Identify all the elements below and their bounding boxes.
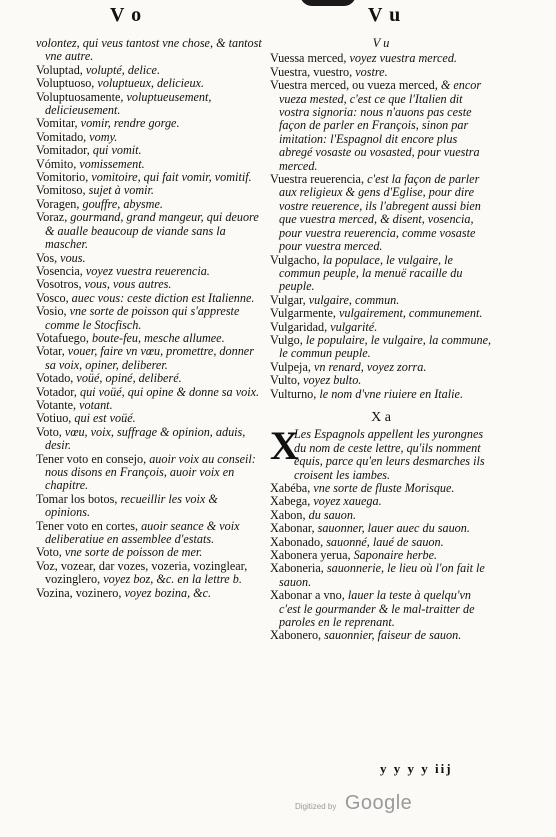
dictionary-entry (36, 345, 264, 372)
dictionary-entry (36, 64, 264, 77)
dictionary-entry (270, 334, 492, 361)
xa-intro (270, 423, 492, 482)
signature-mark: y y y y iij (380, 761, 453, 776)
entry-definition: sauonné, laué de sauon. (326, 534, 444, 549)
dictionary-entry (36, 91, 264, 118)
entry-headword: Vulturno, (270, 386, 317, 401)
dictionary-entry (36, 546, 264, 559)
entry-definition: qui vomit. (92, 143, 142, 158)
dictionary-entry (36, 184, 264, 197)
entry-headword: Votar, (36, 344, 65, 359)
entry-headword: Votiuo, (36, 411, 72, 426)
entry-definition: volupté, delice. (85, 62, 160, 77)
dictionary-entry (36, 386, 264, 399)
entry-headword: Tener voto en consejo, (36, 451, 147, 466)
dictionary-entry (270, 254, 492, 294)
entry-headword: Vomitador, (36, 143, 90, 158)
entry-definition: gourmand, grand mangeur, qui deuore & aualle beaucoup de viande sans la mascher. (45, 210, 259, 252)
entry-definition: vne sorte de fluste Morisque. (313, 481, 455, 495)
entry-definition: vous, vous autres. (84, 277, 172, 292)
entry-headword: Voluptuoso, (36, 76, 95, 91)
entry-definition: vomy. (89, 129, 118, 144)
dictionary-entry (36, 265, 264, 278)
dictionary-entry (270, 482, 492, 495)
entry-definition: voyez vuestra reuerencia. (85, 263, 210, 278)
entry-headword: Xabonera yerua, (270, 548, 351, 563)
right-column-subhead: V u (372, 36, 390, 50)
dictionary-entry (270, 321, 492, 334)
dictionary-entry (36, 278, 264, 291)
entry-definition: vne sorte de poisson de mer. (64, 545, 203, 560)
entry-definition: vulgairement, communement. (338, 306, 483, 321)
entry-headword: Votador, (36, 384, 77, 399)
entry-headword: Vuessa merced, (270, 51, 347, 66)
entry-definition: voyez vuestra merced. (349, 51, 457, 66)
dictionary-entry (270, 374, 492, 387)
watermark-brand: Google (344, 792, 413, 814)
entry-definition: vomir, rendre gorge. (80, 116, 180, 131)
dictionary-entry (36, 493, 264, 520)
xa-section-title: X a (371, 409, 391, 425)
dictionary-entry (36, 587, 264, 600)
entry-headword: Vulgarmente, (270, 306, 336, 321)
entry-definition: sauonnier, faiseur de sauon. (324, 628, 462, 643)
entry-headword: Xabonero, (270, 628, 322, 643)
entry-headword: Vulto, (270, 373, 301, 388)
entry-definition: recueillir les voix & opinions. (45, 491, 218, 520)
entry-headword: Vuestra, vuestro, (270, 64, 353, 79)
dictionary-entry (36, 292, 264, 305)
entry-headword: Vomitar, (36, 116, 78, 131)
entry-definition: vous. (60, 250, 86, 265)
entry-headword: Votante, (36, 397, 77, 412)
entry-headword: Voluptuosamente, (36, 89, 124, 104)
entry-headword: Xaboneria, (270, 561, 324, 576)
dictionary-entry (36, 77, 264, 90)
entry-headword: Voto, (36, 545, 62, 560)
watermark-prefix: Digitized by (295, 802, 337, 811)
entry-headword: Vosencia, (36, 263, 83, 278)
dictionary-entry (270, 307, 492, 320)
entry-definition: & encor vueza mested, c'est ce que l'Italien dit vostra signoria: nous n'auons pas ceste façon de parler en François, sinon par imitation: l'Espagnol dit encore plus abregé vosaste ou vosasted, pour vuestra merced. (279, 78, 482, 173)
entry-headword: Vuestra reuerencia, (270, 172, 365, 187)
right-column (270, 37, 492, 643)
dictionary-entry (270, 173, 492, 253)
entry-headword: Xabega, (270, 494, 311, 509)
dictionary-entry (270, 562, 492, 589)
right-entries (270, 52, 492, 401)
entry-headword: Voragen, (36, 196, 80, 211)
entry-definition: sauonnerie, le lieu où l'on fait le sauon. (279, 561, 485, 589)
dictionary-entry (36, 453, 264, 493)
entry-definition: vostre. (355, 64, 388, 79)
entry-definition: auec vous: ceste diction est Italienne. (71, 290, 255, 305)
entry-definition: la populace, le vulgaire, le commun peuple, la menuë racaille du peuple. (279, 252, 463, 294)
dictionary-entry (36, 131, 264, 144)
dictionary-entry (270, 388, 492, 401)
dictionary-entry (36, 372, 264, 385)
entry-definition: lauer la teste à quelqu'vn c'est le gourmander & le mal-traitter de paroles en le reprenant. (279, 588, 475, 630)
dictionary-entry (270, 495, 492, 508)
dictionary-entry (36, 412, 264, 425)
entry-headword: Voluptad, (36, 62, 83, 77)
dictionary-entry (270, 294, 492, 307)
entry-headword: Vozina, vozinero, (36, 585, 122, 600)
entry-headword: Xabonado, (270, 534, 324, 549)
entry-definition: sauonner, lauer auec du sauon. (317, 521, 470, 536)
xa-intro-text: Les Espagnols appellent les yurongnes du nom de ceste lettre, qu'ils nomment equis, parce qu'en leurs desmarches ils croisent les iambes. (294, 427, 485, 482)
entry-definition: qui voüé, qui opine & donne sa voix. (79, 384, 260, 399)
entry-definition: qui est voüé. (74, 411, 136, 426)
dictionary-entry (36, 560, 264, 587)
entry-headword: Vos, (36, 250, 58, 265)
entry-headword: Vomitorio, (36, 170, 89, 185)
entry-definition: vn renard, voyez zorra. (313, 359, 427, 374)
entry-definition: le populaire, le vulgaire, la commune, le commun peuple. (279, 332, 492, 361)
entry-headword: Vomitado, (36, 129, 87, 144)
entry-headword: Vulgar, (270, 292, 306, 307)
entry-headword: Tener voto en cortes, (36, 518, 139, 533)
entry-headword: Vosio, (36, 304, 67, 319)
entry-headword: Xabonar, (270, 521, 315, 536)
entry-definition: voyez bozina, &c. (124, 585, 212, 600)
entry-headword: Vómito, (36, 156, 77, 171)
entry-definition: voüé, opiné, deliberé. (76, 371, 182, 386)
running-head-left: V o (110, 4, 143, 26)
entry-headword: Tomar los botos, (36, 491, 118, 506)
entry-headword: Xabon, (270, 507, 306, 522)
dictionary-entry (270, 509, 492, 522)
entry-definition: auoir voix au conseil: nous disons en François, auoir voix en chapitre. (45, 451, 256, 493)
entry-definition: le nom d'vne riuiere en Italie. (319, 386, 463, 401)
page-edge-ornament (300, 0, 356, 6)
dictionary-entry (270, 629, 492, 642)
dropcap-letter: X (270, 423, 299, 469)
xa-entries (270, 482, 492, 643)
entry-definition: vulgaire, commun. (308, 292, 400, 307)
entry-headword: Vosotros, (36, 277, 82, 292)
entry-definition: du sauon. (308, 507, 356, 522)
entry-headword: Voto, (36, 424, 62, 439)
entry-headword: Xabéba, (270, 481, 311, 495)
dictionary-entry (36, 211, 264, 251)
dictionary-entry (36, 426, 264, 453)
dictionary-entry (270, 549, 492, 562)
dictionary-entry (36, 117, 264, 130)
entry-headword: Vosco, (36, 290, 69, 305)
running-head-right: V u (368, 4, 402, 26)
dictionary-entry (270, 536, 492, 549)
dictionary-entry (36, 144, 264, 157)
entry-headword: Vomitoso, (36, 183, 86, 198)
entry-headword: Votado, (36, 371, 74, 386)
entry-definition: gouffre, abysme. (82, 196, 163, 211)
dictionary-entry (36, 399, 264, 412)
entry-definition: voyez xauega. (313, 494, 382, 509)
entry-headword: Vulgaridad, (270, 319, 328, 334)
entry-headword: Voraz, (36, 210, 68, 225)
entry-definition: vne sorte de poisson qui s'appreste comme le Stocfisch. (45, 304, 240, 332)
dictionary-entry (36, 305, 264, 332)
entry-definition: c'est la façon de parler aux religieux & gens d'Eglise, pour dire vostre reuerence, ils l'abregent aussi bien que vuestra merced, & disent, vosencia, pour vuestra reuerencia, comme vosaste pour vuestra merced. (279, 172, 481, 254)
entry-definition: votant. (79, 397, 113, 412)
dictionary-entry (270, 66, 492, 79)
entry-headword: Voz, vozear, dar vozes, vozeria, vozinglear, vozinglero, (36, 558, 248, 587)
entry-definition: volontez, qui veus tantost vne chose, & tantost vne autre. (36, 36, 262, 64)
dictionary-entry (36, 332, 264, 345)
entry-definition: vomissement. (79, 156, 145, 171)
dictionary-entry (36, 198, 264, 211)
entry-definition: voyez boz, &c. en la lettre b. (103, 572, 242, 587)
entry-headword: Xabonar a vno, (270, 588, 345, 603)
dictionary-entry (270, 361, 492, 374)
entry-definition: voluptueux, delicieux. (97, 76, 204, 91)
entry-definition: boute-feu, mesche allumee. (91, 330, 225, 345)
dictionary-entry (270, 52, 492, 65)
dictionary-entry (36, 520, 264, 547)
entry-definition: Saponaire herbe. (353, 548, 438, 563)
entry-headword: Votafuego, (36, 330, 89, 345)
entry-headword: Vulpeja, (270, 359, 311, 374)
entry-definition: voluptueusement, delicieusement. (45, 89, 212, 118)
entry-definition: auoir seance & voix deliberatiue en assemblee d'estats. (45, 518, 240, 547)
dictionary-entry (36, 37, 264, 64)
dictionary-entry (270, 79, 492, 173)
dictionary-entry (36, 252, 264, 265)
entry-definition: vomitoire, qui fait vomir, vomitif. (91, 170, 252, 185)
digitized-watermark (295, 792, 412, 815)
entry-definition: voyez bulto. (303, 373, 362, 388)
entry-headword: Vulgo, (270, 332, 303, 347)
dictionary-entry (270, 522, 492, 535)
entry-definition: vulgarité. (330, 319, 378, 334)
left-column (36, 37, 264, 600)
entry-definition: vouer, faire vn vœu, promettre, donner sa voix, opiner, deliberer. (45, 344, 254, 372)
dictionary-entry (270, 589, 492, 629)
dictionary-entry (36, 171, 264, 184)
entry-headword: Vuestra merced, ou vueza merced, (270, 78, 438, 93)
entry-headword: Vulgacho, (270, 252, 320, 267)
entry-definition: sujet à vomir. (88, 183, 154, 198)
entry-definition: vœu, voix, suffrage & opinion, aduis, desir. (45, 424, 246, 453)
dictionary-entry (36, 158, 264, 171)
